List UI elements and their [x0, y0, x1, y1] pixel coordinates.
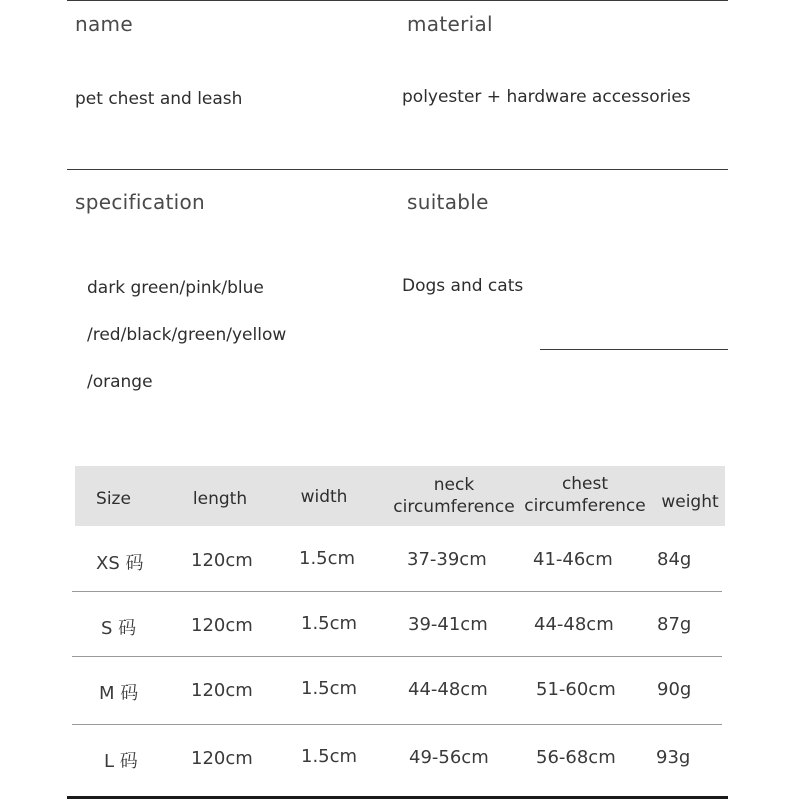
bottom-divider	[67, 796, 728, 799]
cell-length: 120cm	[191, 680, 253, 701]
header-neck	[390, 474, 518, 518]
cell-width: 1.5cm	[301, 613, 358, 634]
cell-neck: 39-41cm	[408, 614, 488, 635]
name-value: pet chest and leash	[75, 89, 243, 109]
cell-size: XS 码	[96, 553, 144, 574]
cell-size: S 码	[101, 618, 137, 639]
header-weight: weight	[661, 492, 719, 512]
suitable-value: Dogs and cats	[402, 276, 524, 296]
cell-size: M 码	[99, 683, 139, 704]
cell-weight: 93g	[656, 747, 691, 768]
header-length: length	[192, 489, 248, 509]
cell-width: 1.5cm	[299, 548, 356, 569]
header-chest	[521, 473, 649, 517]
header-neck-line1: neck	[433, 475, 475, 495]
specification-label: specification	[75, 190, 206, 214]
suitable-label: suitable	[407, 190, 489, 214]
material-value: polyester + hardware accessories	[402, 87, 691, 107]
header-neck-line2: circumference	[393, 497, 515, 517]
specification-line-2: /red/black/green/yellow	[87, 325, 287, 345]
cell-size: L 码	[104, 751, 138, 772]
row-divider	[72, 591, 722, 592]
cell-length: 120cm	[191, 550, 253, 571]
cell-length: 120cm	[191, 615, 253, 636]
cell-length: 120cm	[191, 748, 253, 769]
material-label: material	[407, 12, 493, 36]
header-width: width	[300, 487, 348, 507]
cell-width: 1.5cm	[301, 746, 358, 767]
row-divider	[72, 656, 722, 657]
specification-line-1: dark green/pink/blue	[87, 278, 264, 298]
cell-width: 1.5cm	[301, 678, 358, 699]
specification-line-3: /orange	[87, 372, 153, 392]
cell-chest: 44-48cm	[534, 614, 614, 635]
section-divider	[67, 169, 728, 170]
top-divider	[67, 0, 728, 1]
cell-neck: 49-56cm	[409, 747, 489, 768]
cell-weight: 90g	[657, 679, 692, 700]
row-divider	[72, 724, 722, 725]
cell-neck: 44-48cm	[408, 679, 488, 700]
cell-chest: 41-46cm	[533, 549, 613, 570]
header-size: Size	[96, 489, 131, 509]
name-label: name	[75, 12, 133, 36]
cell-chest: 56-68cm	[536, 747, 616, 768]
cell-neck: 37-39cm	[407, 549, 487, 570]
cell-weight: 87g	[657, 614, 692, 635]
header-chest-line1: chest	[561, 474, 609, 494]
short-divider	[540, 349, 728, 350]
cell-weight: 84g	[657, 549, 692, 570]
cell-chest: 51-60cm	[536, 679, 616, 700]
header-chest-line2: circumference	[524, 496, 646, 516]
